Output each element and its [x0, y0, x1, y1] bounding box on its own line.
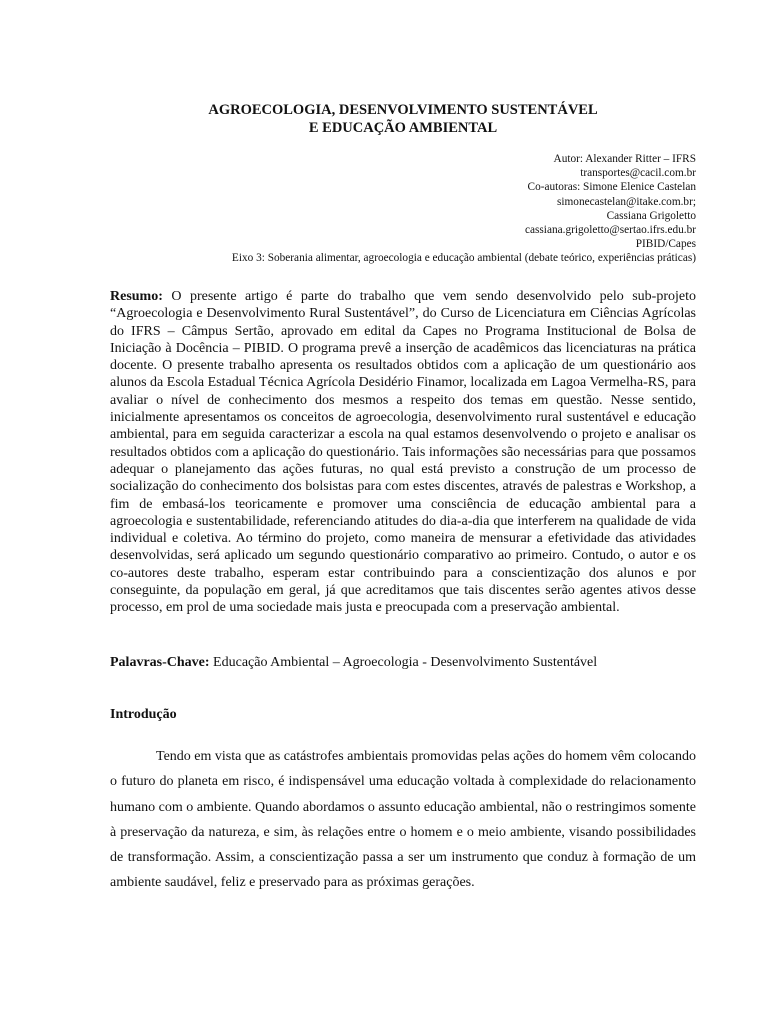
- abstract-paragraph: [110, 288, 696, 617]
- section-heading-introducao: Introdução: [110, 707, 177, 722]
- abstract-text: O presente artigo é parte do trabalho que vem sendo desenvolvido pelo sub-projeto “Agroecologia e Desenvolvimento Rural Sustentável”, do Curso de Licenciatura em Ciências Agrícolas do IFRS – Câmpus Sertão, aprovado em edital da Capes no Programa Institucional de Bolsa de Iniciação à Docência – PIBID. O programa prevê a inserção de acadêmicos das licenciaturas na prática docente. O presente trabalho apresenta os resultados obtidos com a aplicação de um questionário aos alunos da Escola Estadual Técnica Agrícola Desidério Finamor, localizada em Lagoa Vermelha-RS, para avaliar o nível de conhecimento dos mesmos a respeito dos temas em questão. Nesse sentido, inicialmente apresentamos os conceitos de agroecologia, desenvolvimento rural sustentável e educação ambiental, para em seguida caracterizar a escola na qual estamos desenvolvendo o projeto e analisar os resultados obtidos com a aplicação do questionário. Tais informações são necessárias para que possamos adequar o planejamento das ações futuras, no qual está previsto a construção de um processo de socialização do conhecimento dos bolsistas para com estes discentes, através de palestras e Workshop, a fim de embasá-los teoricamente e promover uma consciência de educação ambiental para a agroecologia e sustentabilidade, referenciando atitudes do dia-a-dia que interferem na qualidade de vida individual e coletiva. Ao término do projeto, como maneira de mensurar a efetividade das atividades desenvolvidas, será aplicado um segundo questionário comparativo ao primeiro. Contudo, o autor e os co-autores deste trabalho, esperam estar contribuindo para a conscientização dos alunos e por conseguinte, da população em geral, já que acreditamos que tais discentes serão agentes ativos desse processo, em prol de uma sociedade mais justa e preocupada com a preservação ambiental.: [110, 289, 696, 616]
- coauthor-email: simonecastelan@itake.com.br;: [556, 195, 696, 208]
- axis-line: Eixo 3: Soberania alimentar, agroecologia e educação ambiental (debate teórico, experiências práticas): [231, 252, 696, 265]
- title-line-1: AGROECOLOGIA, DESENVOLVIMENTO SUSTENTÁVEL: [208, 102, 598, 118]
- author-block: [110, 152, 696, 266]
- affiliation-line: PIBID/Capes: [635, 238, 696, 251]
- paper-title: [110, 101, 696, 137]
- author-email: transportes@cacil.com.br: [580, 167, 696, 180]
- title-line-2: E EDUCAÇÃO AMBIENTAL: [308, 120, 498, 136]
- author-line: Autor: Alexander Ritter – IFRS: [553, 153, 696, 165]
- coauthor-line: Co-autoras: Simone Elenice Castelan: [527, 181, 696, 194]
- abstract-label: Resumo:: [110, 289, 163, 304]
- keywords-text: Educação Ambiental – Agroecologia - Desenvolvimento Sustentável: [209, 655, 598, 670]
- coauthor-email: cassiana.grigoletto@sertao.ifrs.edu.br: [524, 224, 696, 237]
- keywords-label: Palavras-Chave:: [110, 655, 210, 670]
- keywords-line: [110, 654, 696, 671]
- coauthor-line: Cassiana Grigoletto: [606, 209, 696, 222]
- introduction-paragraph: Tendo em vista que as catástrofes ambientais promovidas pelas ações do homem vêm colocando o futuro do planeta em risco, é indispensável uma educação voltada à complexidade do relacionamento humano com o ambiente. Quando abordamos o assunto educação ambiental, não o restringimos somente à preservação da natureza, e sim, às relações entre o homem e o meio ambiente, visando possibilidades de transformação. Assim, a conscientização passa a ser um instrumento que conduz à formação de um ambiente saudável, feliz e preservado para as próximas gerações.: [110, 749, 696, 891]
